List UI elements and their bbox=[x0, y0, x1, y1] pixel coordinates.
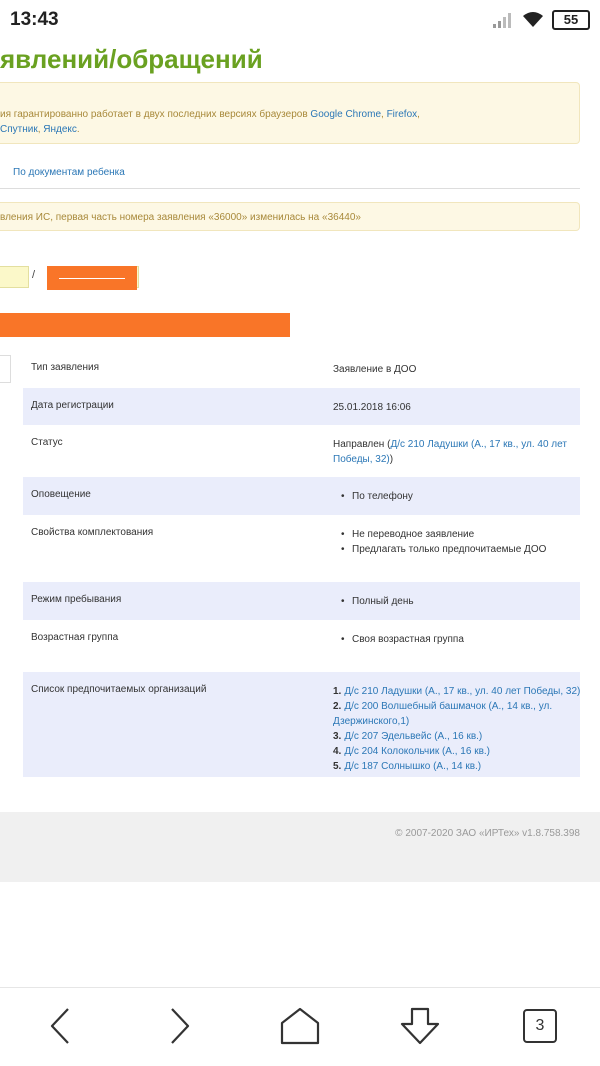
chevron-right-icon bbox=[168, 1007, 192, 1045]
signal-icon bbox=[492, 12, 514, 28]
row-acquisition-properties bbox=[23, 515, 580, 582]
redaction-line bbox=[59, 278, 125, 279]
label-application-type: Тип заявления bbox=[31, 362, 100, 373]
number-separator: / bbox=[32, 269, 36, 281]
table-left-frame bbox=[0, 355, 11, 383]
number-change-notice: вления ИС, первая часть номера заявления «36000» изменилась на «36440» bbox=[0, 202, 580, 231]
google-chrome-link[interactable]: Google Chrome bbox=[310, 109, 382, 120]
browser-nav-bar bbox=[0, 987, 600, 1066]
value-registration-date: 25.01.2018 16:06 bbox=[333, 402, 411, 413]
status-bar bbox=[0, 0, 600, 42]
organization-link[interactable]: Д/с 207 Эдельвейс (А., 16 кв.) bbox=[344, 731, 483, 742]
browser-notice bbox=[0, 82, 580, 144]
label-stay-mode: Режим пребывания bbox=[31, 594, 122, 605]
list-item: • По телефону bbox=[333, 489, 580, 504]
preferred-organizations-list bbox=[333, 684, 580, 774]
browser-notice-line2: Спутник, Яндекс. bbox=[0, 124, 80, 135]
list-item: 1. Д/с 210 Ладушки (А., 17 кв., ул. 40 лет Победы, 32) bbox=[333, 686, 580, 697]
sputnik-link[interactable]: Спутник bbox=[0, 124, 38, 135]
tabs-button[interactable] bbox=[518, 1004, 562, 1048]
list-item: 3. Д/с 207 Эдельвейс (А., 16 кв.) bbox=[333, 731, 483, 742]
download-arrow-icon bbox=[400, 1006, 440, 1046]
list-item: 4. Д/с 204 Колокольчик (А., 16 кв.) bbox=[333, 746, 490, 757]
notification-list bbox=[333, 489, 580, 504]
list-item: • Полный день bbox=[333, 594, 580, 609]
list-item: • Предлагать только предпочитаемые ДОО bbox=[333, 542, 580, 557]
organization-link[interactable]: Д/с 204 Колокольчик (А., 16 кв.) bbox=[344, 746, 490, 757]
tabs-count-icon bbox=[523, 1009, 557, 1043]
organization-link[interactable]: Д/с 187 Солнышко (А., 14 кв.) bbox=[344, 761, 482, 772]
row-preferred-organizations bbox=[23, 672, 580, 777]
browser-notice-line1: ия гарантированно работает в двух последних версиях браузеров Google Chrome, Firefox, bbox=[0, 109, 420, 120]
value-status: Направлен (Д/с 210 Ладушки (А., 17 кв., ул. 40 лет Победы, 32)) bbox=[333, 439, 567, 465]
row-stay-mode bbox=[23, 582, 580, 620]
list-item: • Своя возрастная группа bbox=[333, 632, 580, 647]
organization-link[interactable]: Д/с 200 Волшебный башмачок (А., 14 кв., ул. Дзержинского,1) bbox=[333, 701, 553, 727]
wifi-icon bbox=[522, 11, 544, 29]
label-status: Статус bbox=[31, 437, 63, 448]
stay-mode-list bbox=[333, 594, 580, 609]
firefox-link[interactable]: Firefox bbox=[386, 109, 418, 120]
label-notification: Оповещение bbox=[31, 489, 91, 500]
redaction-mark-field bbox=[47, 266, 137, 290]
organization-link[interactable]: Д/с 210 Ладушки (А., 17 кв., ул. 40 лет Победы, 32) bbox=[344, 686, 580, 697]
list-item: 2. Д/с 200 Волшебный башмачок (А., 14 кв., ул. Дзержинского,1) bbox=[333, 701, 553, 727]
footer-copyright: © 2007-2020 ЗАО «ИРТех» v1.8.758.398 bbox=[395, 828, 580, 839]
label-preferred-organizations: Список предпочитаемых организаций bbox=[31, 684, 207, 695]
row-application-type bbox=[23, 350, 580, 388]
list-item: 5. Д/с 187 Солнышко (А., 14 кв.) bbox=[333, 761, 482, 772]
status-icons bbox=[492, 10, 590, 30]
application-details-table bbox=[23, 350, 580, 777]
battery-icon: 55 bbox=[552, 10, 590, 30]
row-notification bbox=[23, 477, 580, 515]
home-icon bbox=[280, 1007, 320, 1045]
row-status bbox=[23, 425, 580, 477]
tabs-count: 3 bbox=[535, 1017, 545, 1034]
redaction-mark-heading bbox=[0, 313, 290, 337]
forward-button[interactable] bbox=[158, 1004, 202, 1048]
row-registration-date bbox=[23, 388, 580, 425]
label-registration-date: Дата регистрации bbox=[31, 400, 114, 411]
status-time: 13:43 bbox=[10, 9, 59, 30]
chevron-left-icon bbox=[48, 1007, 72, 1045]
back-button[interactable] bbox=[38, 1004, 82, 1048]
value-application-type: Заявление в ДОО bbox=[333, 364, 417, 375]
tabs-row bbox=[0, 162, 580, 189]
list-item: • Не переводное заявление bbox=[333, 527, 580, 542]
status-kindergarten-link[interactable]: Д/с 210 Ладушки (А., 17 кв., ул. 40 лет Победы, 32) bbox=[333, 439, 567, 465]
row-age-group bbox=[23, 620, 580, 672]
page-title: явлений/обращений bbox=[0, 44, 263, 74]
age-group-list bbox=[333, 632, 580, 647]
tab-child-documents[interactable]: По документам ребенка bbox=[13, 167, 125, 178]
home-button[interactable] bbox=[278, 1004, 322, 1048]
properties-list bbox=[333, 527, 580, 557]
yandex-link[interactable]: Яндекс bbox=[43, 124, 77, 135]
download-button[interactable] bbox=[398, 1004, 442, 1048]
number-part1-input[interactable] bbox=[0, 266, 29, 288]
label-age-group: Возрастная группа bbox=[31, 632, 119, 643]
web-page bbox=[0, 42, 600, 987]
label-acquisition-properties: Свойства комплектования bbox=[31, 527, 154, 538]
page-footer bbox=[0, 812, 600, 882]
